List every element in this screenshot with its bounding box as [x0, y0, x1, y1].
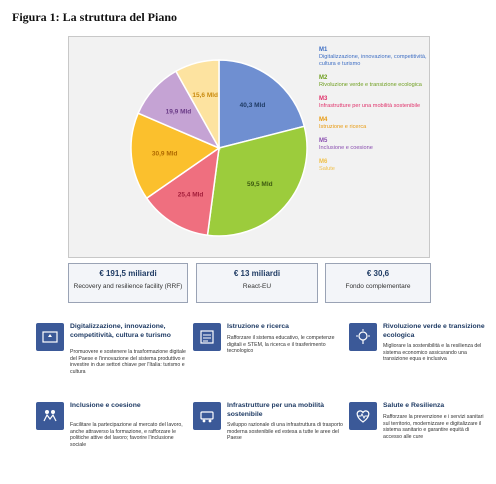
- fund-box-complementare: [325, 263, 431, 303]
- fund-amount: € 191,5 miliardi: [99, 269, 157, 278]
- mission-desc: Promuovere e sostenere la trasformazione digitale del Paese e l'innovazione del sistema produttivo e investire in due settori chiave per l'Italia: turismo e cultura: [70, 349, 186, 375]
- legend-text: Istruzione e ricerca: [319, 124, 367, 130]
- mission-rivoluzione-verde: [349, 323, 489, 393]
- legend-item-m2: [319, 75, 427, 89]
- legend-item-m6: [319, 159, 427, 173]
- inclusion-icon: [36, 402, 64, 430]
- legend-code: M2: [319, 75, 328, 81]
- fund-box-rrf: [68, 263, 188, 303]
- mission-desc: Facilitare la partecipazione al mercato del lavoro, anche attraverso la formazione, e rafforzare le politiche attive del lavoro; favorire l'inclusione sociale: [70, 422, 183, 448]
- legend-code: M3: [319, 96, 328, 102]
- pie-label-m6: 15,6 Mld: [192, 92, 219, 100]
- legend-code: M5: [319, 138, 328, 144]
- pie-label-m2: 59,5 Mld: [246, 181, 273, 189]
- fund-amount: € 13 miliardi: [233, 269, 281, 278]
- legend-item-m3: [319, 96, 427, 110]
- health-icon: [349, 402, 377, 430]
- fund-name: Recovery and resilience facility (RRF): [73, 283, 183, 290]
- pie-label-m4: 30,9 Mld: [151, 150, 178, 158]
- mobility-icon: [193, 402, 221, 430]
- mission-title: Salute e Resilienza: [383, 402, 445, 409]
- legend-text: Rivoluzione verde e transizione ecologica: [319, 82, 422, 88]
- pie-label-m5: 19,9 Mld: [165, 108, 192, 116]
- legend-text: Salute: [319, 166, 335, 172]
- mission-title: Digitalizzazione, innovazione, competitività, cultura e turismo: [70, 323, 171, 339]
- mission-digitalizzazione: [36, 323, 186, 393]
- legend-text: Digitalizzazione, innovazione, competitività, cultura e turismo: [319, 54, 427, 67]
- mission-title: Inclusione e coesione: [70, 402, 141, 409]
- fund-name: Fondo complementare: [345, 283, 411, 290]
- mission-title: Istruzione e ricerca: [227, 323, 289, 330]
- figure-title: Figura 1: La struttura del Piano: [12, 10, 177, 24]
- legend-code: M6: [319, 159, 328, 165]
- education-icon: [193, 323, 221, 351]
- mission-istruzione: [193, 323, 343, 393]
- fund-box-react-eu: [196, 263, 318, 303]
- legend-item-m4: [319, 117, 427, 131]
- legend-text: Infrastrutture per una mobilità sostenibile: [319, 103, 421, 109]
- mission-title: Rivoluzione verde e transizione ecologica: [383, 323, 485, 339]
- chart-legend: [319, 47, 427, 180]
- legend-item-m5: [319, 138, 427, 152]
- legend-item-m1: [319, 47, 427, 68]
- legend-text: Inclusione e coesione: [319, 145, 373, 151]
- legend-code: M4: [319, 117, 328, 123]
- pie-label-m3: 25,4 Mld: [177, 191, 204, 199]
- mission-desc: Rafforzare la prevenzione e i servizi sanitari sul territorio, modernizzare e digitalizzare il sistema sanitario e garantire equità di accesso alle cure: [383, 414, 484, 440]
- mission-desc: Sviluppo razionale di una infrastruttura di trasporto moderna sostenibile ed estesa a tutte le aree del Paese: [227, 422, 343, 442]
- mission-inclusione: [36, 402, 186, 472]
- mission-title: Infrastrutture per una mobilità sostenibile: [227, 402, 325, 418]
- green-icon: [349, 323, 377, 351]
- mission-desc: Migliorare la sostenibilità e la resilienza del sistema economico assicurando una transizione equa e inclusiva: [383, 343, 482, 363]
- mission-desc: Rafforzare il sistema educativo, le competenze digitali e STEM, la ricerca e il trasferimento tecnologico: [227, 335, 335, 355]
- digital-icon: [36, 323, 64, 351]
- chart-panel: [68, 36, 430, 258]
- fund-amount: € 30,6: [366, 269, 390, 278]
- mission-salute: [349, 402, 489, 472]
- legend-code: M1: [319, 47, 328, 53]
- fund-name: React-EU: [242, 283, 272, 290]
- mission-infrastrutture: [193, 402, 343, 472]
- pie-label-m1: 40,3 Mld: [239, 101, 266, 109]
